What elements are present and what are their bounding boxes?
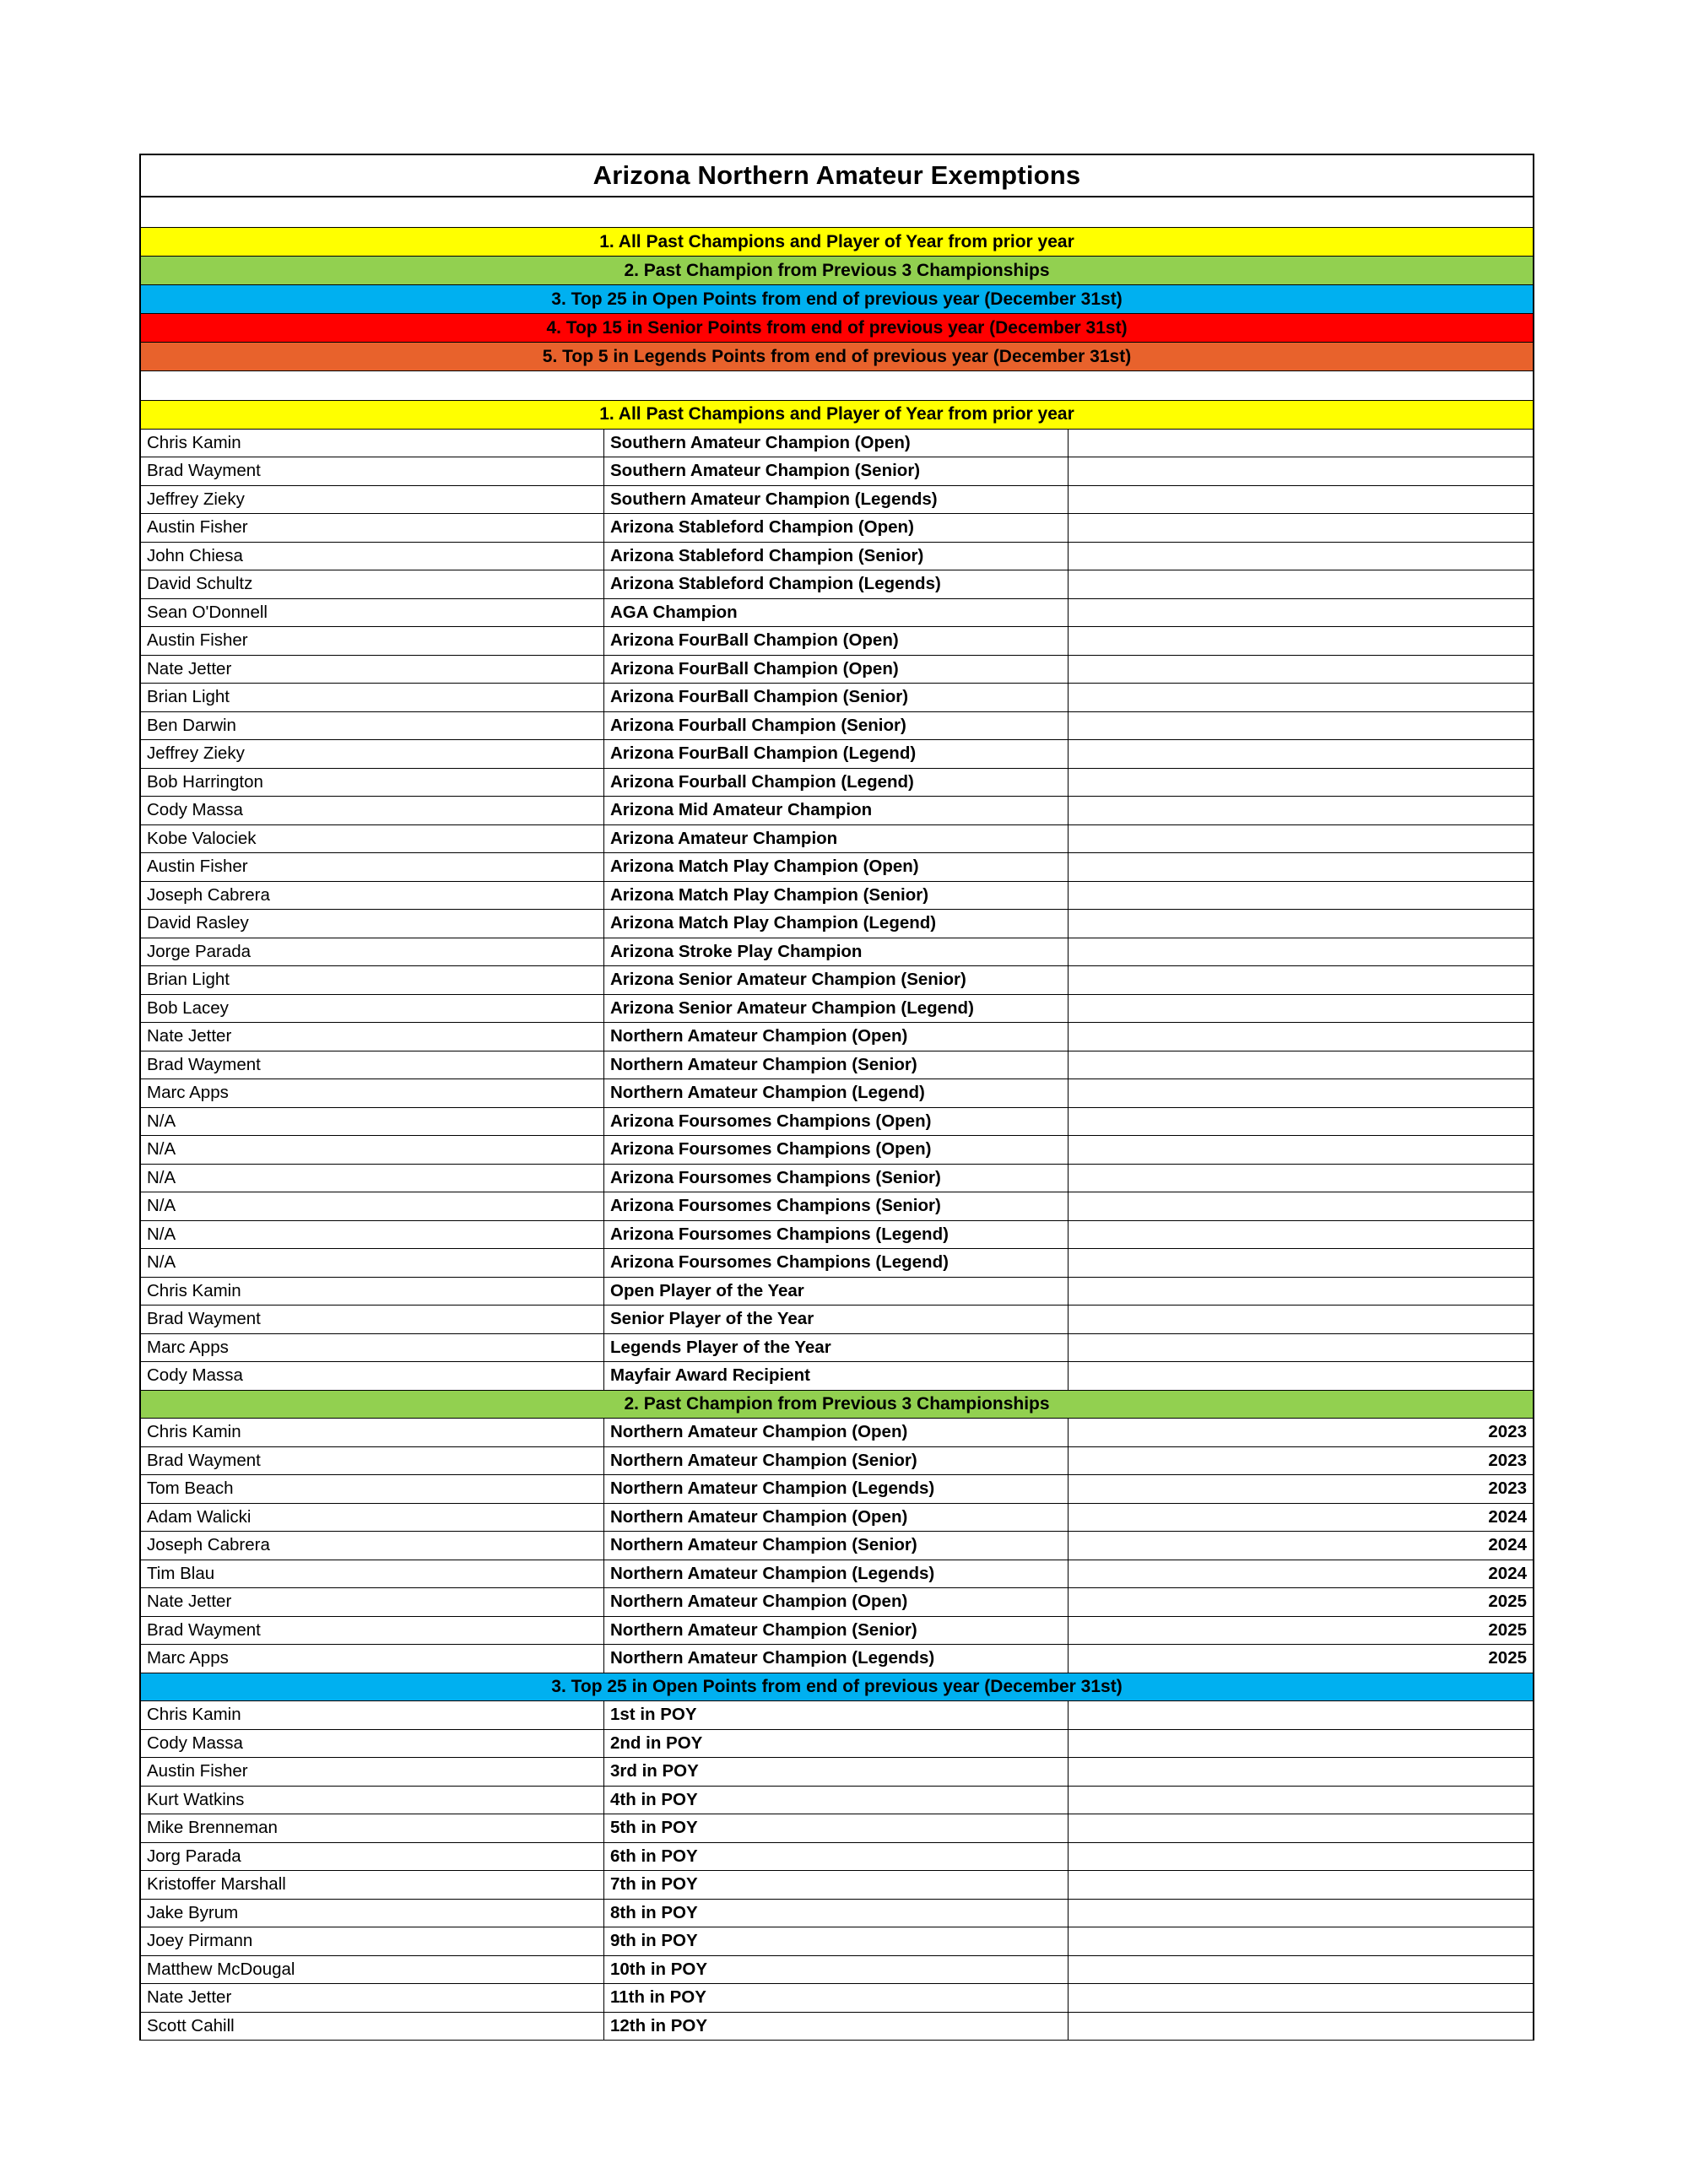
player-name-cell: Brian Light [141, 966, 604, 995]
exemption-desc-cell: Arizona Amateur Champion [604, 825, 1069, 854]
year-cell: 2025 [1069, 1588, 1533, 1617]
table-row [141, 1447, 1533, 1476]
section-header-3 [141, 1673, 1533, 1702]
table-row [141, 570, 1533, 599]
table-row [141, 1617, 1533, 1646]
player-name-cell: Marc Apps [141, 1645, 604, 1673]
exemption-desc-cell: Arizona FourBall Champion (Open) [604, 656, 1069, 684]
category-banner-label: 2. Past Champion from Previous 3 Championships [624, 260, 1050, 280]
exemption-desc-cell: Arizona Foursomes Champions (Open) [604, 1136, 1069, 1165]
page-title [141, 155, 1533, 197]
exemption-desc-cell: Southern Amateur Champion (Senior) [604, 457, 1069, 486]
section-header-label: 2. Past Champion from Previous 3 Championships [624, 1393, 1050, 1414]
year-cell [1069, 910, 1533, 938]
exemption-desc-cell: 3rd in POY [604, 1758, 1069, 1787]
exemption-desc-cell: Arizona FourBall Champion (Senior) [604, 684, 1069, 712]
exemption-desc-cell: 9th in POY [604, 1927, 1069, 1956]
table-row [141, 966, 1533, 995]
player-name-cell: Chris Kamin [141, 1701, 604, 1730]
table-row [141, 1871, 1533, 1900]
year-cell [1069, 1730, 1533, 1759]
year-cell [1069, 1136, 1533, 1165]
player-name-cell: Tom Beach [141, 1475, 604, 1504]
table-row [141, 656, 1533, 684]
exemption-desc-cell: Arizona Match Play Champion (Senior) [604, 882, 1069, 911]
exemption-desc-cell: Arizona Foursomes Champions (Senior) [604, 1192, 1069, 1221]
category-banner-label: 1. All Past Champions and Player of Year from prior year [599, 231, 1074, 251]
year-cell [1069, 1956, 1533, 1985]
table-row [141, 1334, 1533, 1363]
table-row [141, 1900, 1533, 1928]
player-name-cell: Joseph Cabrera [141, 882, 604, 911]
exemption-desc-cell: Northern Amateur Champion (Legends) [604, 1560, 1069, 1589]
exemption-desc-cell: Mayfair Award Recipient [604, 1362, 1069, 1391]
player-name-cell: Matthew McDougal [141, 1956, 604, 1985]
exemption-desc-cell: Arizona Senior Amateur Champion (Legend) [604, 995, 1069, 1024]
player-name-cell: Kurt Watkins [141, 1787, 604, 1815]
exemption-desc-cell: Northern Amateur Champion (Senior) [604, 1051, 1069, 1080]
player-name-cell: Austin Fisher [141, 514, 604, 543]
exemption-desc-cell: Arizona FourBall Champion (Open) [604, 627, 1069, 656]
exemption-desc-cell: Senior Player of the Year [604, 1306, 1069, 1334]
table-row [141, 1278, 1533, 1306]
exemption-desc-cell: Arizona Match Play Champion (Legend) [604, 910, 1069, 938]
year-cell: 2023 [1069, 1419, 1533, 1447]
player-name-cell: Nate Jetter [141, 1023, 604, 1051]
player-name-cell: Nate Jetter [141, 1588, 604, 1617]
year-cell [1069, 656, 1533, 684]
year-cell [1069, 1334, 1533, 1363]
year-cell [1069, 1843, 1533, 1872]
player-name-cell: N/A [141, 1108, 604, 1137]
exemption-desc-cell: 11th in POY [604, 1984, 1069, 2013]
player-name-cell: Nate Jetter [141, 1984, 604, 2013]
table-row [141, 1419, 1533, 1447]
player-name-cell: N/A [141, 1221, 604, 1250]
exemptions-table [139, 154, 1534, 2041]
player-name-cell: Bob Lacey [141, 995, 604, 1024]
year-cell [1069, 570, 1533, 599]
exemption-desc-cell: Northern Amateur Champion (Open) [604, 1504, 1069, 1533]
table-row [141, 740, 1533, 769]
year-cell [1069, 1814, 1533, 1843]
table-row [141, 1475, 1533, 1504]
year-cell [1069, 1306, 1533, 1334]
exemption-desc-cell: 1st in POY [604, 1701, 1069, 1730]
exemption-desc-cell: Arizona Foursomes Champions (Open) [604, 1108, 1069, 1137]
year-cell [1069, 853, 1533, 882]
year-cell [1069, 1758, 1533, 1787]
category-banner-label: 4. Top 15 in Senior Points from end of previous year (December 31st) [546, 317, 1128, 338]
player-name-cell: Cody Massa [141, 1730, 604, 1759]
category-banner-3 [141, 285, 1533, 314]
table-row [141, 712, 1533, 741]
exemption-desc-cell: 12th in POY [604, 2013, 1069, 2041]
exemption-desc-cell: Legends Player of the Year [604, 1334, 1069, 1363]
table-row [141, 1136, 1533, 1165]
table-row [141, 1051, 1533, 1080]
table-row [141, 1192, 1533, 1221]
exemption-desc-cell: Northern Amateur Champion (Open) [604, 1419, 1069, 1447]
year-cell [1069, 740, 1533, 769]
exemption-desc-cell: Arizona Stroke Play Champion [604, 938, 1069, 967]
table-row [141, 1984, 1533, 2013]
player-name-cell: Jorge Parada [141, 938, 604, 967]
year-cell [1069, 1984, 1533, 2013]
table-row [141, 882, 1533, 911]
table-row [141, 1079, 1533, 1108]
exemption-desc-cell: Arizona Foursomes Champions (Legend) [604, 1221, 1069, 1250]
year-cell [1069, 430, 1533, 458]
table-row [141, 1221, 1533, 1250]
exemption-desc-cell: Arizona Fourball Champion (Legend) [604, 769, 1069, 797]
player-name-cell: Joey Pirmann [141, 1927, 604, 1956]
year-cell [1069, 1900, 1533, 1928]
year-cell [1069, 712, 1533, 741]
player-name-cell: Jorg Parada [141, 1843, 604, 1872]
year-cell [1069, 1787, 1533, 1815]
year-cell [1069, 966, 1533, 995]
exemption-desc-cell: Arizona FourBall Champion (Legend) [604, 740, 1069, 769]
exemption-desc-cell: AGA Champion [604, 599, 1069, 628]
table-row [141, 825, 1533, 854]
year-cell [1069, 599, 1533, 628]
year-cell [1069, 797, 1533, 825]
year-cell [1069, 1871, 1533, 1900]
exemption-category-banners [141, 228, 1533, 371]
table-row [141, 1108, 1533, 1137]
exemption-desc-cell: Northern Amateur Champion (Senior) [604, 1447, 1069, 1476]
category-banner-label: 3. Top 25 in Open Points from end of previous year (December 31st) [551, 289, 1123, 309]
player-name-cell: Austin Fisher [141, 1758, 604, 1787]
table-row [141, 1165, 1533, 1193]
table-row [141, 486, 1533, 515]
category-banner-4 [141, 314, 1533, 343]
player-name-cell: Adam Walicki [141, 1504, 604, 1533]
exemption-desc-cell: Arizona Stableford Champion (Open) [604, 514, 1069, 543]
player-name-cell: Brad Wayment [141, 1617, 604, 1646]
exemption-desc-cell: 5th in POY [604, 1814, 1069, 1843]
table-row [141, 457, 1533, 486]
exemption-desc-cell: Open Player of the Year [604, 1278, 1069, 1306]
exemption-desc-cell: Arizona Match Play Champion (Open) [604, 853, 1069, 882]
player-name-cell: Sean O'Donnell [141, 599, 604, 628]
year-cell [1069, 995, 1533, 1024]
player-name-cell: N/A [141, 1192, 604, 1221]
table-row [141, 1927, 1533, 1956]
table-row [141, 1956, 1533, 1985]
year-cell [1069, 1165, 1533, 1193]
table-row [141, 1730, 1533, 1759]
year-cell [1069, 938, 1533, 967]
player-name-cell: N/A [141, 1165, 604, 1193]
section-header-label: 3. Top 25 in Open Points from end of previous year (December 31st) [551, 1676, 1123, 1696]
year-cell: 2024 [1069, 1532, 1533, 1560]
player-name-cell: Cody Massa [141, 1362, 604, 1391]
year-cell [1069, 1051, 1533, 1080]
player-name-cell: Cody Massa [141, 797, 604, 825]
spacer-row [141, 371, 1533, 401]
player-name-cell: Brad Wayment [141, 1447, 604, 1476]
year-cell: 2024 [1069, 1560, 1533, 1589]
exemption-desc-cell: Northern Amateur Champion (Legends) [604, 1645, 1069, 1673]
player-name-cell: Marc Apps [141, 1079, 604, 1108]
year-cell: 2025 [1069, 1617, 1533, 1646]
exemption-desc-cell: Arizona Mid Amateur Champion [604, 797, 1069, 825]
table-row [141, 1504, 1533, 1533]
exemption-desc-cell: 8th in POY [604, 1900, 1069, 1928]
year-cell: 2023 [1069, 1475, 1533, 1504]
player-name-cell: Chris Kamin [141, 1419, 604, 1447]
table-row [141, 995, 1533, 1024]
table-row [141, 627, 1533, 656]
player-name-cell: Marc Apps [141, 1334, 604, 1363]
player-name-cell: Jake Byrum [141, 1900, 604, 1928]
player-name-cell: Scott Cahill [141, 2013, 604, 2041]
year-cell [1069, 684, 1533, 712]
player-name-cell: Brian Light [141, 684, 604, 712]
player-name-cell: N/A [141, 1136, 604, 1165]
year-cell [1069, 2013, 1533, 2041]
page-title-text: Arizona Northern Amateur Exemptions [592, 160, 1081, 190]
exemption-desc-cell: Arizona Foursomes Champions (Legend) [604, 1249, 1069, 1278]
player-name-cell: N/A [141, 1249, 604, 1278]
category-banner-5 [141, 343, 1533, 371]
year-cell [1069, 882, 1533, 911]
section-header-label: 1. All Past Champions and Player of Year from prior year [599, 404, 1074, 424]
category-banner-label: 5. Top 5 in Legends Points from end of previous year (December 31st) [542, 346, 1132, 366]
year-cell [1069, 1108, 1533, 1137]
player-name-cell: Nate Jetter [141, 656, 604, 684]
year-cell [1069, 1927, 1533, 1956]
category-banner-2 [141, 257, 1533, 285]
exemption-desc-cell: 2nd in POY [604, 1730, 1069, 1759]
exemption-desc-cell: Northern Amateur Champion (Senior) [604, 1617, 1069, 1646]
exemption-desc-cell: Northern Amateur Champion (Legend) [604, 1079, 1069, 1108]
table-row [141, 2013, 1533, 2041]
player-name-cell: Bob Harrington [141, 769, 604, 797]
exemption-desc-cell: Southern Amateur Champion (Legends) [604, 486, 1069, 515]
year-cell [1069, 543, 1533, 571]
table-row [141, 684, 1533, 712]
table-row [141, 1560, 1533, 1589]
player-name-cell: Jeffrey Zieky [141, 740, 604, 769]
year-cell [1069, 627, 1533, 656]
year-cell: 2023 [1069, 1447, 1533, 1476]
exemption-desc-cell: Arizona Foursomes Champions (Senior) [604, 1165, 1069, 1193]
year-cell [1069, 1362, 1533, 1391]
spacer-row [141, 197, 1533, 228]
table-row [141, 1362, 1533, 1391]
player-name-cell: Jeffrey Zieky [141, 486, 604, 515]
player-name-cell: John Chiesa [141, 543, 604, 571]
table-row [141, 1023, 1533, 1051]
table-row [141, 1701, 1533, 1730]
table-row [141, 1814, 1533, 1843]
exemption-desc-cell: Arizona Stableford Champion (Legends) [604, 570, 1069, 599]
year-cell [1069, 514, 1533, 543]
exemption-desc-cell: Northern Amateur Champion (Senior) [604, 1532, 1069, 1560]
player-name-cell: Kristoffer Marshall [141, 1871, 604, 1900]
year-cell [1069, 1221, 1533, 1250]
player-name-cell: Brad Wayment [141, 1306, 604, 1334]
section-header-1 [141, 401, 1533, 430]
year-cell: 2024 [1069, 1504, 1533, 1533]
table-row [141, 1532, 1533, 1560]
table-row [141, 599, 1533, 628]
table-row [141, 430, 1533, 458]
exemption-desc-cell: Southern Amateur Champion (Open) [604, 430, 1069, 458]
table-row [141, 910, 1533, 938]
year-cell [1069, 1249, 1533, 1278]
year-cell [1069, 1079, 1533, 1108]
exemption-desc-cell: 10th in POY [604, 1956, 1069, 1985]
player-name-cell: Mike Brenneman [141, 1814, 604, 1843]
exemption-sections [141, 401, 1533, 2041]
table-row [141, 1306, 1533, 1334]
table-row [141, 543, 1533, 571]
section-header-2 [141, 1391, 1533, 1419]
table-row [141, 514, 1533, 543]
year-cell [1069, 1278, 1533, 1306]
player-name-cell: Joseph Cabrera [141, 1532, 604, 1560]
exemption-desc-cell: Arizona Senior Amateur Champion (Senior) [604, 966, 1069, 995]
player-name-cell: Brad Wayment [141, 457, 604, 486]
table-row [141, 1787, 1533, 1815]
player-name-cell: Austin Fisher [141, 853, 604, 882]
player-name-cell: Chris Kamin [141, 430, 604, 458]
table-row [141, 1843, 1533, 1872]
year-cell [1069, 825, 1533, 854]
exemption-desc-cell: Northern Amateur Champion (Open) [604, 1023, 1069, 1051]
table-row [141, 938, 1533, 967]
table-row [141, 1588, 1533, 1617]
player-name-cell: Tim Blau [141, 1560, 604, 1589]
table-row [141, 1249, 1533, 1278]
year-cell [1069, 1023, 1533, 1051]
year-cell [1069, 457, 1533, 486]
exemption-desc-cell: Northern Amateur Champion (Legends) [604, 1475, 1069, 1504]
year-cell: 2025 [1069, 1645, 1533, 1673]
year-cell [1069, 1701, 1533, 1730]
exemption-desc-cell: Arizona Stableford Champion (Senior) [604, 543, 1069, 571]
player-name-cell: Kobe Valociek [141, 825, 604, 854]
exemption-desc-cell: 4th in POY [604, 1787, 1069, 1815]
exemption-desc-cell: Arizona Fourball Champion (Senior) [604, 712, 1069, 741]
year-cell [1069, 1192, 1533, 1221]
table-row [141, 1645, 1533, 1673]
exemption-desc-cell: 7th in POY [604, 1871, 1069, 1900]
exemption-desc-cell: Northern Amateur Champion (Open) [604, 1588, 1069, 1617]
exemption-desc-cell: 6th in POY [604, 1843, 1069, 1872]
table-row [141, 853, 1533, 882]
player-name-cell: David Rasley [141, 910, 604, 938]
player-name-cell: Chris Kamin [141, 1278, 604, 1306]
table-row [141, 1758, 1533, 1787]
year-cell [1069, 769, 1533, 797]
year-cell [1069, 486, 1533, 515]
player-name-cell: Ben Darwin [141, 712, 604, 741]
player-name-cell: Brad Wayment [141, 1051, 604, 1080]
table-row [141, 797, 1533, 825]
category-banner-1 [141, 228, 1533, 257]
table-row [141, 769, 1533, 797]
player-name-cell: Austin Fisher [141, 627, 604, 656]
player-name-cell: David Schultz [141, 570, 604, 599]
